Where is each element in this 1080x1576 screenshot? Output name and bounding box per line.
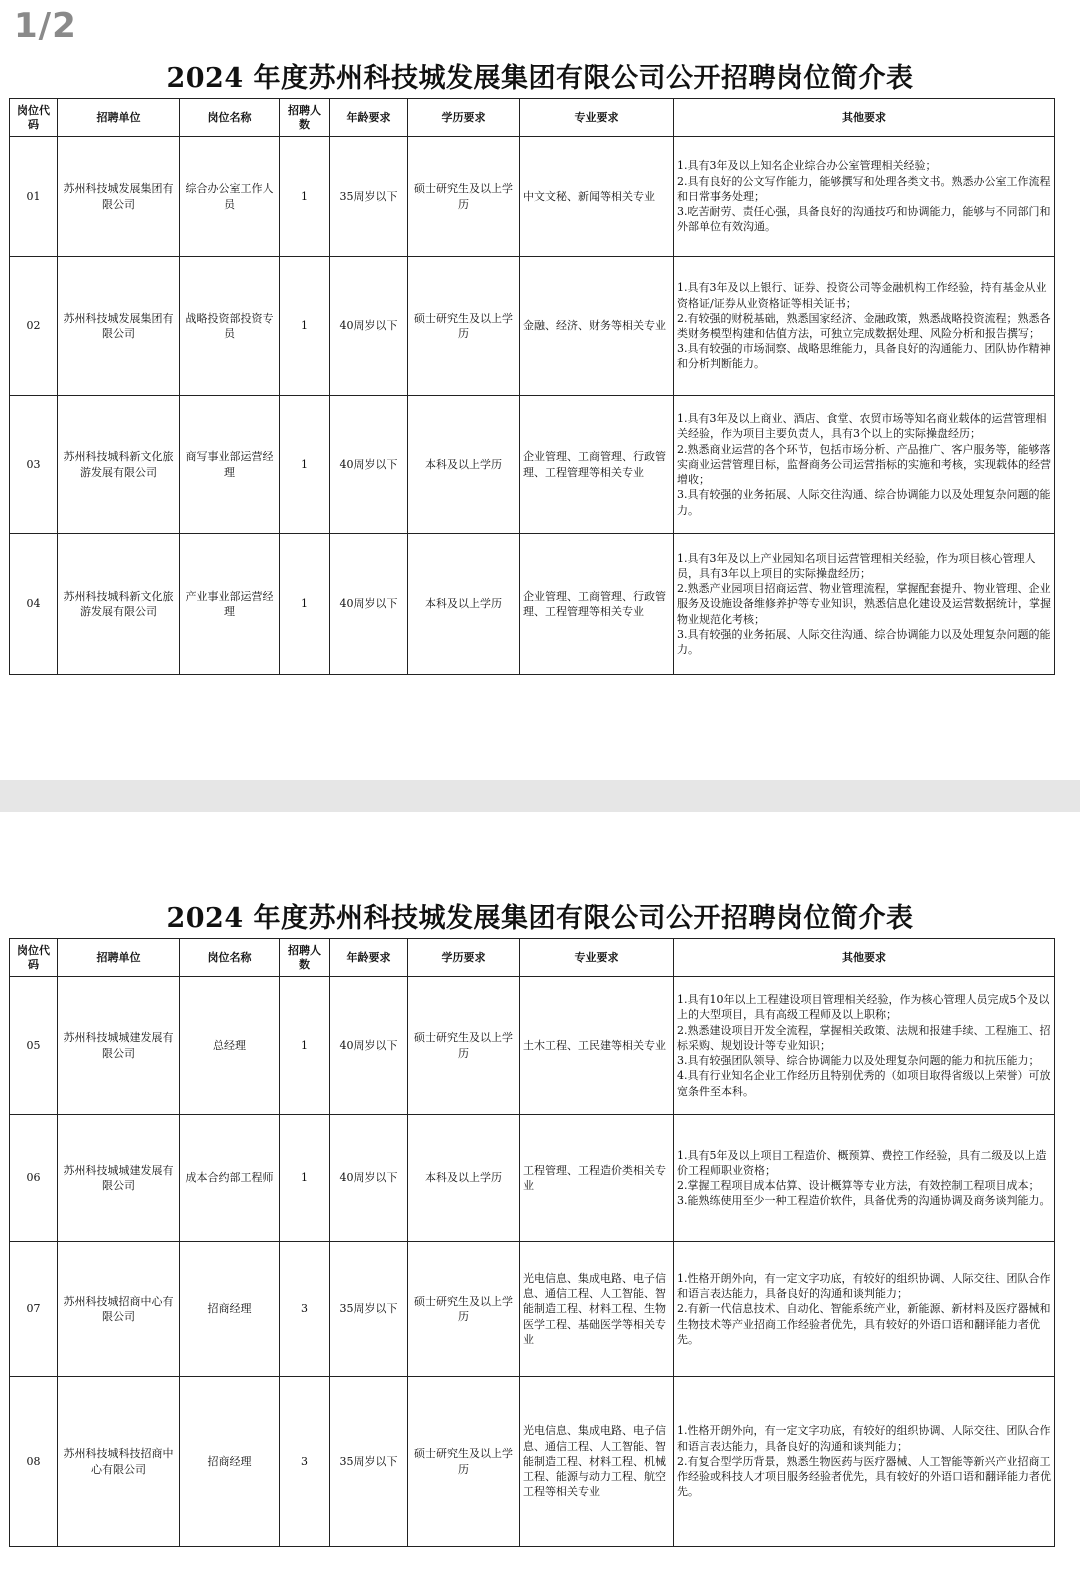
cell-education: 本科及以上学历 [408,534,520,675]
cell-major: 工程管理、工程造价类相关专业 [520,1115,674,1242]
requirement-line: 2.有复合型学历背景，熟悉生物医药与医疗器械、人工智能等新兴产业招商工作经验或科技人才项目服务经验者优先，具有较好的外语口语和翻译能力者优先。 [677,1454,1051,1499]
header-position: 岗位名称 [180,939,280,977]
header-requirements: 其他要求 [674,939,1055,977]
cell-requirements [674,396,1055,534]
document-title: 2024 年度苏州科技城发展集团有限公司公开招聘岗位简介表 [166,903,914,934]
cell-count: 1 [280,534,330,675]
header-code: 岗位代码 [10,99,58,137]
cell-count: 1 [280,137,330,257]
cell-education: 硕士研究生及以上学历 [408,977,520,1115]
document-title: 2024 年度苏州科技城发展集团有限公司公开招聘岗位简介表 [166,63,914,94]
cell-age: 40周岁以下 [330,396,408,534]
page-separator [0,780,1080,812]
cell-unit: 苏州科技城科新文化旅游发展有限公司 [58,534,180,675]
table-row [10,1242,1055,1377]
cell-age: 40周岁以下 [330,1115,408,1242]
cell-major: 中文文秘、新闻等相关专业 [520,137,674,257]
cell-requirements [674,534,1055,675]
cell-count: 1 [280,257,330,396]
requirement-line: 4.具有行业知名企业工作经历且特别优秀的（如项目取得省级以上荣誉）可放宽条件至本科。 [677,1069,1051,1098]
header-requirements: 其他要求 [674,99,1055,137]
cell-count: 3 [280,1377,330,1547]
requirement-line: 1.具有3年及以上知名企业综合办公室管理相关经验； [677,159,937,173]
cell-unit: 苏州科技城科新文化旅游发展有限公司 [58,396,180,534]
table-header-row [10,939,1055,977]
table-header-row [10,99,1055,137]
cell-education: 硕士研究生及以上学历 [408,1242,520,1377]
header-education: 学历要求 [408,99,520,137]
cell-age: 35周岁以下 [330,137,408,257]
header-count: 招聘人数 [280,99,330,137]
cell-requirements [674,1242,1055,1377]
cell-code: 05 [10,977,58,1115]
recruitment-table [9,938,1055,1547]
sheet-page-1 [0,0,1080,780]
cell-position: 产业事业部运营经理 [180,534,280,675]
requirement-line: 3.吃苦耐劳、责任心强，具备良好的沟通技巧和协调能力，能够与不同部门和外部单位有效沟通。 [677,205,1051,234]
recruitment-table [9,98,1055,675]
requirement-line: 1.具有3年及以上产业园知名项目运营管理相关经验，作为项目核心管理人员，具有3年以上项目的实际操盘经历； [677,551,1036,580]
cell-code: 06 [10,1115,58,1242]
cell-age: 40周岁以下 [330,977,408,1115]
cell-unit: 苏州科技城城建发展有限公司 [58,1115,180,1242]
table-row [10,137,1055,257]
cell-unit: 苏州科技城发展集团有限公司 [58,137,180,257]
cell-major: 光电信息、集成电路、电子信息、通信工程、人工智能、智能制造工程、材料工程、机械工程、能源与动力工程、航空工程等相关专业 [520,1377,674,1547]
cell-count: 1 [280,977,330,1115]
cell-education: 本科及以上学历 [408,396,520,534]
requirement-line: 1.性格开朗外向，有一定文字功底，有较好的组织协调、人际交往、团队合作和语言表达能力，具备良好的沟通和谈判能力； [677,1271,1051,1301]
cell-age: 35周岁以下 [330,1377,408,1547]
header-age: 年龄要求 [330,99,408,137]
cell-requirements [674,257,1055,396]
requirement-line: 3.具有较强的市场洞察、战略思维能力，具备良好的沟通能力、团队协作精神和分析判断能力。 [677,342,1051,371]
cell-unit: 苏州科技城发展集团有限公司 [58,257,180,396]
cell-position: 总经理 [180,977,280,1115]
cell-count: 3 [280,1242,330,1377]
cell-age: 35周岁以下 [330,1242,408,1377]
cell-education: 硕士研究生及以上学历 [408,1377,520,1547]
cell-requirements [674,977,1055,1115]
requirement-line: 3.能熟练使用至少一种工程造价软件，具备优秀的沟通协调及商务谈判能力。 [677,1194,1051,1208]
requirement-line: 2.掌握工程项目成本估算、设计概算等专业方法，有效控制工程项目成本； [677,1179,1040,1192]
header-code: 岗位代码 [10,939,58,977]
requirement-line: 2.熟悉产业园项目招商运营、物业管理流程，掌握配套提升、物业管理、企业服务及设施设备维修养护等专业知识，熟悉信息化建设及运营数据统计，掌握物业规范化考核； [677,582,1051,626]
header-major: 专业要求 [520,939,674,977]
requirement-line: 2.有较强的财税基础，熟悉国家经济、金融政策，熟悉战略投资流程；熟悉各类财务模型构建和估值方法，可独立完成数据处理、风险分析和报告撰写； [677,311,1051,340]
requirement-line: 3.具有较强团队领导、综合协调能力以及处理复杂问题的能力和抗压能力； [677,1054,1040,1068]
cell-code: 04 [10,534,58,675]
cell-requirements [674,1377,1055,1547]
cell-code: 01 [10,137,58,257]
table-row [10,396,1055,534]
header-unit: 招聘单位 [58,99,180,137]
requirement-line: 1.具有3年及以上银行、证券、投资公司等金融机构工作经验，持有基金从业资格证/证券从业资格证等相关证书； [677,281,1047,310]
requirement-line: 2.有新一代信息技术、自动化、智能系统产业，新能源、新材料及医疗器械和生物技术等产业招商工作经验者优先，具有较好的外语口语和翻译能力者优先。 [677,1302,1051,1346]
cell-position: 战略投资部投资专员 [180,257,280,396]
cell-count: 1 [280,396,330,534]
cell-requirements [674,1115,1055,1242]
requirement-line: 3.具有较强的业务拓展、人际交往沟通、综合协调能力以及处理复杂问题的能力。 [677,488,1051,517]
cell-age: 40周岁以下 [330,257,408,396]
cell-count: 1 [280,1115,330,1242]
cell-age: 40周岁以下 [330,534,408,675]
cell-code: 08 [10,1377,58,1547]
cell-code: 07 [10,1242,58,1377]
requirement-line: 2.熟悉建设项目开发全流程，掌握相关政策、法规和报建手续、工程施工、招标采购、规划设计等专业知识； [677,1023,1051,1052]
requirement-line: 1.具有3年及以上商业、酒店、食堂、农贸市场等知名商业载体的运营管理相关经验，作为项目主要负责人，具有3个以上的实际操盘经历； [677,412,1047,441]
header-position: 岗位名称 [180,99,280,137]
requirement-line: 1.具有5年及以上项目工程造价、概预算、费控工作经验，具有二级及以上造价工程师职业资格； [677,1148,1047,1177]
cell-unit: 苏州科技城科技招商中心有限公司 [58,1377,180,1547]
cell-position: 成本合约部工程师 [180,1115,280,1242]
cell-major: 土木工程、工民建等相关专业 [520,977,674,1115]
page-indicator: 1/2 [14,6,77,46]
header-major: 专业要求 [520,99,674,137]
table-row [10,534,1055,675]
table-row [10,1377,1055,1547]
cell-code: 02 [10,257,58,396]
requirement-line: 1.性格开朗外向，有一定文字功底，有较好的组织协调、人际交往、团队合作和语言表达能力，具备良好的沟通和谈判能力； [677,1424,1051,1453]
cell-position: 综合办公室工作人员 [180,137,280,257]
header-unit: 招聘单位 [58,939,180,977]
header-age: 年龄要求 [330,939,408,977]
requirement-line: 3.具有较强的业务拓展、人际交往沟通、综合协调能力以及处理复杂问题的能力。 [677,627,1051,656]
cell-major: 企业管理、工商管理、行政管理、工程管理等相关专业 [520,534,674,675]
cell-unit: 苏州科技城城建发展有限公司 [58,977,180,1115]
header-education: 学历要求 [408,939,520,977]
cell-requirements [674,137,1055,257]
table-row [10,257,1055,396]
table-row [10,977,1055,1115]
sheet-page-2 [0,812,1080,1576]
requirement-line: 1.具有10年以上工程建设项目管理相关经验，作为核心管理人员完成5个及以上的大型项目，具有高级工程师及以上职称； [677,993,1050,1022]
cell-major: 金融、经济、财务等相关专业 [520,257,674,396]
cell-education: 本科及以上学历 [408,1115,520,1242]
cell-position: 招商经理 [180,1242,280,1377]
cell-position: 商写事业部运营经理 [180,396,280,534]
cell-major: 企业管理、工商管理、行政管理、工程管理等相关专业 [520,396,674,534]
cell-major: 光电信息、集成电路、电子信息、通信工程、人工智能、智能制造工程、材料工程、生物医学工程、基础医学等相关专业 [520,1242,674,1377]
cell-code: 03 [10,396,58,534]
requirement-line: 2.熟悉商业运营的各个环节，包括市场分析、产品推广、客户服务等，能够落实商业运营管理目标，监督商务公司运营指标的实施和考核，实现载体的经营增收； [677,442,1051,487]
header-count: 招聘人数 [280,939,330,977]
cell-education: 硕士研究生及以上学历 [408,137,520,257]
table-row [10,1115,1055,1242]
cell-position: 招商经理 [180,1377,280,1547]
cell-education: 硕士研究生及以上学历 [408,257,520,396]
requirement-line: 2.具有良好的公文写作能力，能够撰写和处理各类文书。熟悉办公室工作流程和日常事务处理； [677,174,1051,203]
cell-unit: 苏州科技城招商中心有限公司 [58,1242,180,1377]
